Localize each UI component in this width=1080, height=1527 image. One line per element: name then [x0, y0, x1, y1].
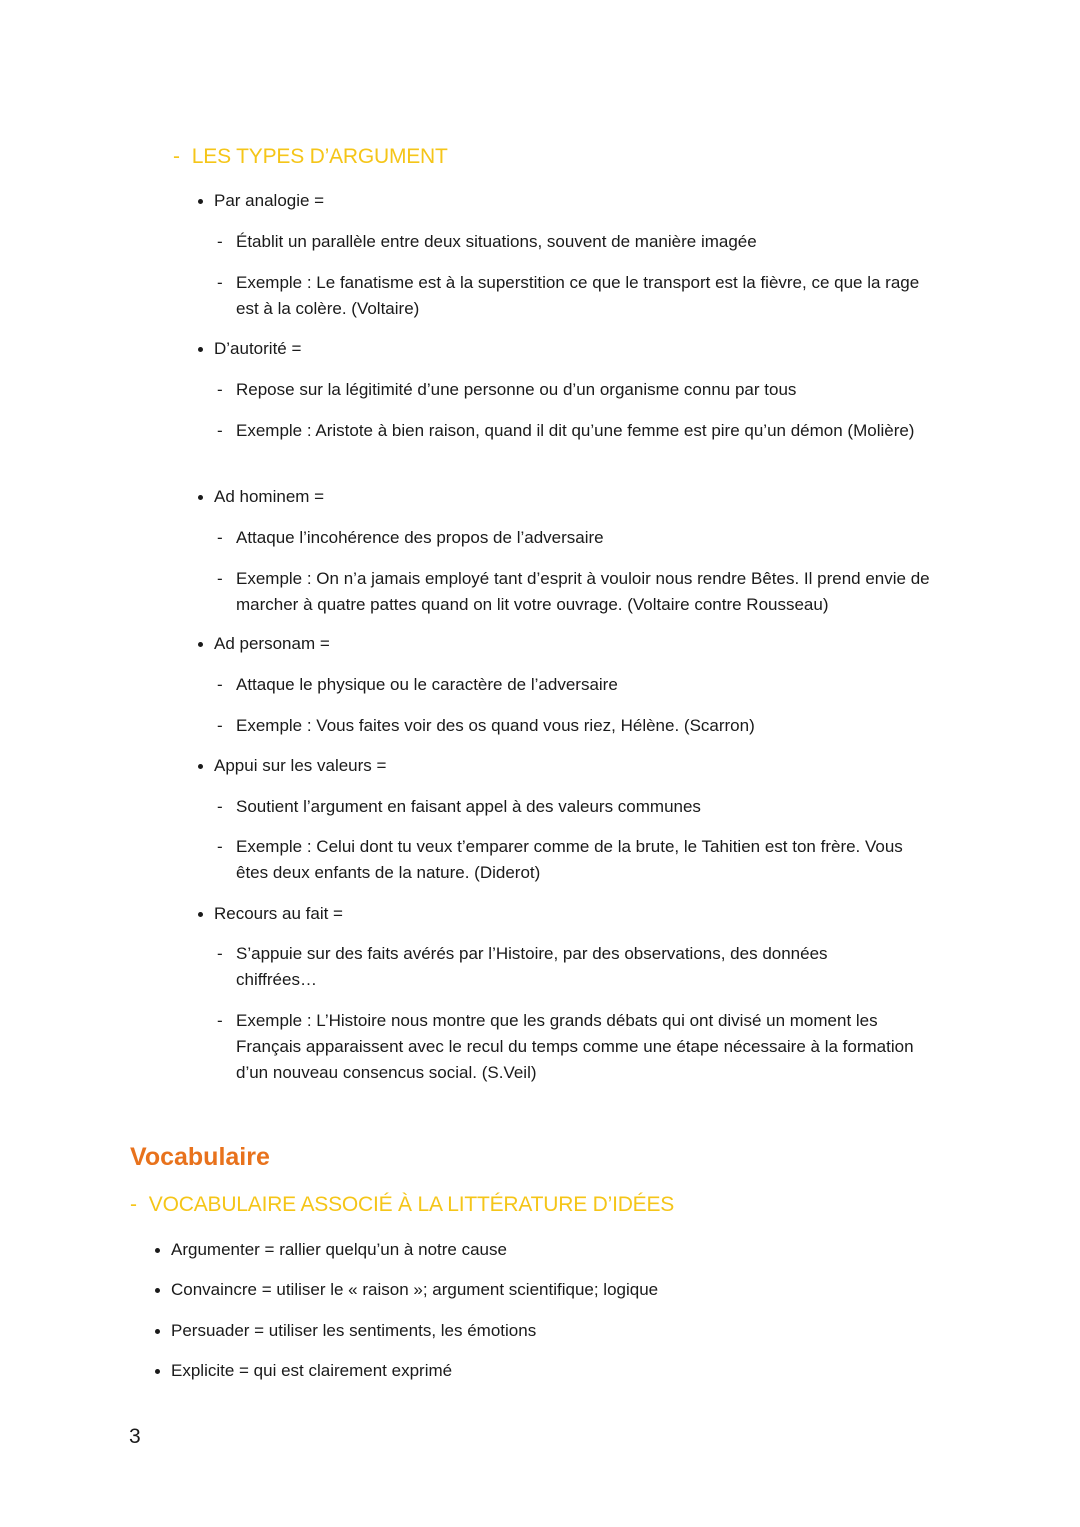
- argument-type-label: Appui sur les valeurs =: [214, 756, 387, 775]
- bullet-icon: [198, 495, 203, 500]
- argument-example: [217, 713, 937, 739]
- page-number: 3: [129, 1425, 141, 1448]
- example-text: Exemple : Le fanatisme est à la superstition ce que le transport est la fièvre, ce que la rage est à la colère. (Voltaire): [236, 273, 920, 318]
- argument-definition: [217, 377, 937, 403]
- bullet-icon: [155, 1369, 160, 1374]
- bullet-icon: [198, 199, 203, 204]
- argument-definition: [217, 672, 937, 698]
- dash-icon: -: [217, 232, 223, 251]
- heading-text: VOCABULAIRE ASSOCIÉ À LA LITTÉRATURE D’IDÉES: [148, 1193, 675, 1216]
- definition-text: Soutient l’argument en faisant appel à des valeurs communes: [236, 797, 701, 816]
- bullet-icon: [198, 347, 203, 352]
- dash-icon: -: [217, 528, 223, 547]
- example-text: Exemple : On n’a jamais employé tant d’esprit à vouloir nous rendre Bêtes. Il prend envie de marcher à quatre pattes quand on lit votre ouvrage. (Voltaire contre Rousseau): [236, 569, 930, 614]
- heading-dash: -: [173, 145, 180, 168]
- definition-text: Repose sur la légitimité d’une personne ou d’un organisme connu par tous: [236, 380, 797, 399]
- dash-icon: -: [217, 421, 223, 440]
- types-argument-heading: [173, 145, 448, 169]
- argument-definition: [217, 794, 937, 820]
- example-text: Exemple : Vous faites voir des os quand vous riez, Hélène. (Scarron): [236, 716, 755, 735]
- dash-icon: -: [217, 837, 223, 856]
- dash-icon: -: [217, 273, 223, 292]
- argument-definition: [217, 229, 937, 255]
- argument-example: [217, 566, 957, 618]
- dash-icon: -: [217, 380, 223, 399]
- argument-type-label: Ad hominem =: [214, 487, 325, 506]
- dash-icon: -: [217, 944, 223, 963]
- dash-icon: -: [217, 716, 223, 735]
- example-text: Exemple : Celui dont tu veux t’emparer comme de la brute, le Tahitien est ton frère. Vous êtes deux enfants de la nature. (Diderot): [236, 837, 903, 882]
- bullet-icon: [198, 912, 203, 917]
- definition-text: S’appuie sur des faits avérés par l’Histoire, par des observations, des données chiffrées…: [236, 944, 828, 989]
- dash-icon: -: [217, 797, 223, 816]
- definition-text: Attaque l’incohérence des propos de l’adversaire: [236, 528, 604, 547]
- argument-type-label: Par analogie =: [214, 191, 325, 210]
- dash-icon: -: [217, 569, 223, 588]
- vocab-text: Persuader = utiliser les sentiments, les émotions: [171, 1321, 537, 1340]
- example-text: Exemple : L’Histoire nous montre que les grands débats qui ont divisé un moment les Français apparaissent avec le recul du temps comme une étape nécessaire à la formation d’un nouveau consencus social. (S.Veil): [236, 1011, 914, 1082]
- dash-icon: -: [217, 1011, 223, 1030]
- vocabulaire-subheading: [130, 1193, 674, 1217]
- example-text: Exemple : Aristote à bien raison, quand il dit qu’une femme est pire qu’un démon (Molière): [236, 421, 915, 440]
- argument-example: [217, 418, 937, 444]
- vocab-text: Explicite = qui est clairement exprimé: [171, 1361, 453, 1380]
- heading-dash: -: [130, 1193, 137, 1216]
- bullet-icon: [155, 1329, 160, 1334]
- argument-definition: [217, 525, 937, 551]
- argument-example: [217, 1008, 937, 1086]
- vocab-text: Convaincre = utiliser le « raison »; argument scientifique; logique: [171, 1280, 659, 1299]
- dash-icon: -: [217, 675, 223, 694]
- bullet-icon: [198, 764, 203, 769]
- vocab-text: Argumenter = rallier quelqu’un à notre cause: [171, 1240, 507, 1259]
- argument-type-label: Recours au fait =: [214, 904, 343, 923]
- definition-text: Attaque le physique ou le caractère de l’adversaire: [236, 675, 618, 694]
- argument-type-label: Ad personam =: [214, 634, 330, 653]
- argument-example: [217, 270, 937, 322]
- argument-example: [217, 834, 937, 886]
- bullet-icon: [155, 1248, 160, 1253]
- argument-type-label: D’autorité =: [214, 339, 302, 358]
- argument-definition: [217, 941, 897, 993]
- heading-text: LES TYPES D’ARGUMENT: [191, 145, 448, 168]
- vocabulaire-title: Vocabulaire: [130, 1143, 270, 1171]
- definition-text: Établit un parallèle entre deux situations, souvent de manière imagée: [236, 232, 757, 251]
- bullet-icon: [198, 642, 203, 647]
- bullet-icon: [155, 1288, 160, 1293]
